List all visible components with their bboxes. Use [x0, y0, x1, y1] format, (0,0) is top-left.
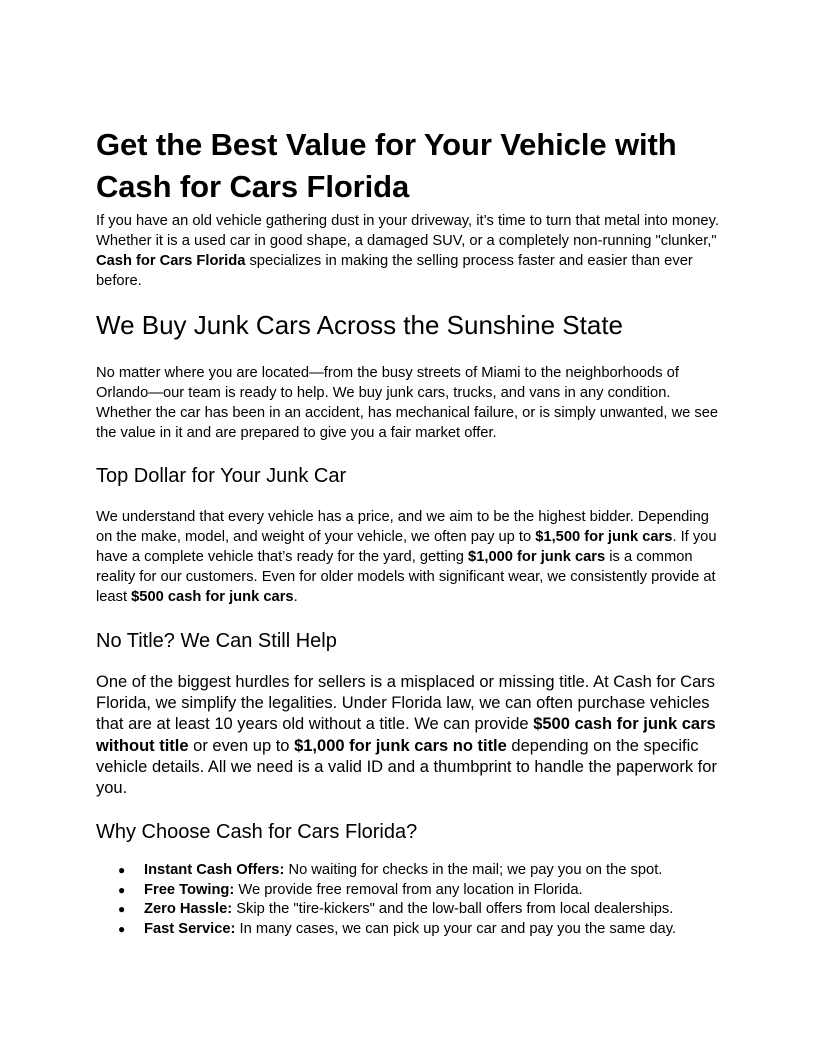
document-page [96, 124, 720, 939]
no-title-text-1: One of the biggest hurdles for sellers is a misplaced or missing title. At Cash for Cars Florida, we simplify the legalities. Under Florida law, we can often purchase vehicles that are at least 10 years old without a title. We can provide [96, 673, 716, 734]
section-top-dollar-paragraph [96, 507, 720, 607]
title-line-2: Cash for Cars Florida [96, 169, 410, 204]
top-dollar-bold-500: $500 cash for junk cars [131, 589, 294, 605]
list-item-label: Instant Cash Offers: [144, 862, 285, 879]
intro-bold-brand: Cash for Cars Florida [96, 253, 246, 269]
title-line-1: Get the Best Value for Your Vehicle with [96, 127, 677, 162]
list-item-text: Skip the "tire-kickers" and the low-ball offers from local dealerships. [232, 901, 674, 918]
section-no-title-paragraph [96, 672, 720, 799]
section-heading-no-title: No Title? We Can Still Help [96, 630, 337, 652]
top-dollar-text-1: We understand that every vehicle has a price, and we aim to be the highest bidder. Depending on the make, model, and weight of your vehicle, we often pay up to [96, 509, 709, 545]
section-heading-buy-junk-cars: We Buy Junk Cars Across the Sunshine State [96, 310, 624, 340]
top-dollar-text-3: is a common reality for our customers. Even for older models with significant wear, we consistently provide at least [96, 549, 716, 605]
intro-paragraph [96, 211, 720, 291]
why-choose-list [96, 861, 720, 939]
list-item-label: Zero Hassle: [144, 901, 233, 918]
top-dollar-text-4: . [293, 589, 298, 605]
section-buy-junk-cars-paragraph: No matter where you are located—from the busy streets of Miami to the neighborhoods of Orlando—our team is ready to help. We buy junk cars, trucks, and vans in any condition. Whether the car has been in an accident, has mechanical failure, or is simply unwanted, we see the value in it and are prepared to give you a fair market offer. [96, 365, 719, 441]
bullet-icon: ● [118, 902, 126, 917]
list-item-label: Fast Service: [144, 920, 236, 937]
list-item-text: In many cases, we can pick up your car and pay you the same day. [235, 920, 677, 937]
section-heading-top-dollar: Top Dollar for Your Junk Car [96, 465, 347, 487]
top-dollar-text-2: . If you have a complete vehicle that’s ready for the yard, getting [96, 529, 717, 565]
list-item [96, 881, 720, 901]
bullet-icon: ● [118, 882, 126, 897]
top-dollar-bold-1000: $1,000 for junk cars [468, 549, 606, 565]
intro-text-2: specializes in making the selling process faster and easier than ever before. [96, 253, 693, 289]
list-item-text: We provide free removal from any location in Florida. [234, 881, 583, 898]
bullet-icon: ● [118, 863, 126, 878]
intro-text-1: If you have an old vehicle gathering dust in your driveway, it’s time to turn that metal into money. Whether it is a used car in good shape, a damaged SUV, or a completely non-running "clunker," [96, 213, 719, 249]
no-title-bold-500: $500 cash for junk cars without title [96, 715, 716, 755]
top-dollar-bold-1500: $1,500 for junk cars [535, 529, 673, 545]
no-title-bold-1000: $1,000 for junk cars no title [294, 736, 507, 755]
no-title-text-2: or even up to [188, 736, 295, 755]
list-item [96, 900, 720, 920]
no-title-text-3: depending on the specific vehicle details. All we need is a valid ID and a thumbprint to handle the paperwork for you. [96, 736, 717, 798]
list-item-text: No waiting for checks in the mail; we pay you on the spot. [284, 862, 663, 879]
list-item [96, 861, 720, 881]
list-item [96, 920, 720, 940]
bullet-icon: ● [118, 921, 126, 936]
list-item-label: Free Towing: [144, 881, 235, 898]
section-heading-why-choose: Why Choose Cash for Cars Florida? [96, 821, 418, 844]
page-title [96, 124, 720, 208]
